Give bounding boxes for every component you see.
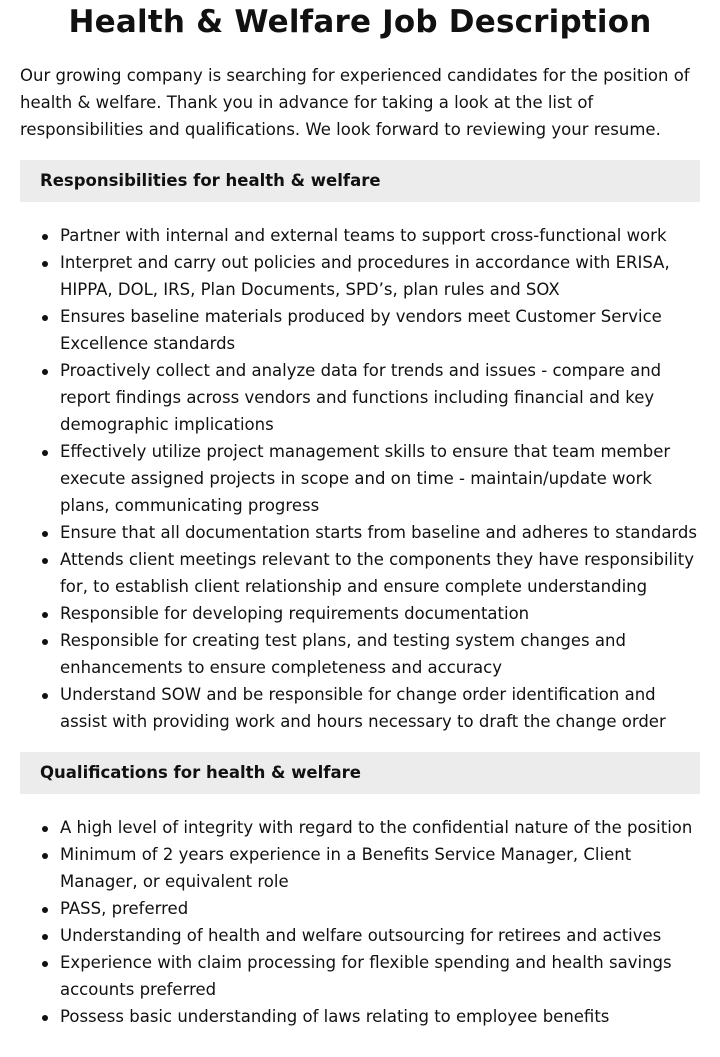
list-item: Understanding of health and welfare outsourcing for retirees and actives — [20, 922, 700, 949]
list-item: Experience with claim processing for flexible spending and health savings accounts preferred — [20, 949, 700, 1003]
qualifications-list — [20, 814, 700, 1030]
list-item: Minimum of 2 years experience in a Benefits Service Manager, Client Manager, or equivalent role — [20, 841, 700, 895]
intro-paragraph: Our growing company is searching for experienced candidates for the position of health & welfare. Thank you in advance for taking a look at the list of responsibilities and qualifications. We look forward to reviewing your resume. — [20, 66, 690, 139]
list-item: Partner with internal and external teams to support cross-functional work — [20, 222, 700, 249]
list-item: Ensure that all documentation starts from baseline and adheres to standards — [20, 519, 700, 546]
qualifications-heading: Qualifications for health & welfare — [20, 752, 700, 794]
responsibilities-heading: Responsibilities for health & welfare — [20, 160, 700, 202]
list-item: A high level of integrity with regard to the confidential nature of the position — [20, 814, 700, 841]
list-item: Ensures baseline materials produced by vendors meet Customer Service Excellence standards — [20, 303, 700, 357]
responsibilities-list — [20, 222, 700, 735]
list-item: Interpret and carry out policies and procedures in accordance with ERISA, HIPPA, DOL, IRS, Plan Documents, SPD’s, plan rules and SOX — [20, 249, 700, 303]
list-item: Possess basic understanding of laws relating to employee benefits — [20, 1003, 700, 1030]
list-item: Understand SOW and be responsible for change order identification and assist with providing work and hours necessary to draft the change order — [20, 681, 700, 735]
page-title: Health & Welfare Job Description — [68, 4, 652, 40]
list-item: PASS, preferred — [20, 895, 700, 922]
list-item: Effectively utilize project management skills to ensure that team member execute assigned projects in scope and on time - maintain/update work plans, communicating progress — [20, 438, 700, 519]
list-item: Proactively collect and analyze data for trends and issues - compare and report findings across vendors and functions including financial and key demographic implications — [20, 357, 700, 438]
list-item: Attends client meetings relevant to the components they have responsibility for, to establish client relationship and ensure complete understanding — [20, 546, 700, 600]
list-item: Responsible for developing requirements documentation — [20, 600, 700, 627]
list-item: Responsible for creating test plans, and testing system changes and enhancements to ensure completeness and accuracy — [20, 627, 700, 681]
